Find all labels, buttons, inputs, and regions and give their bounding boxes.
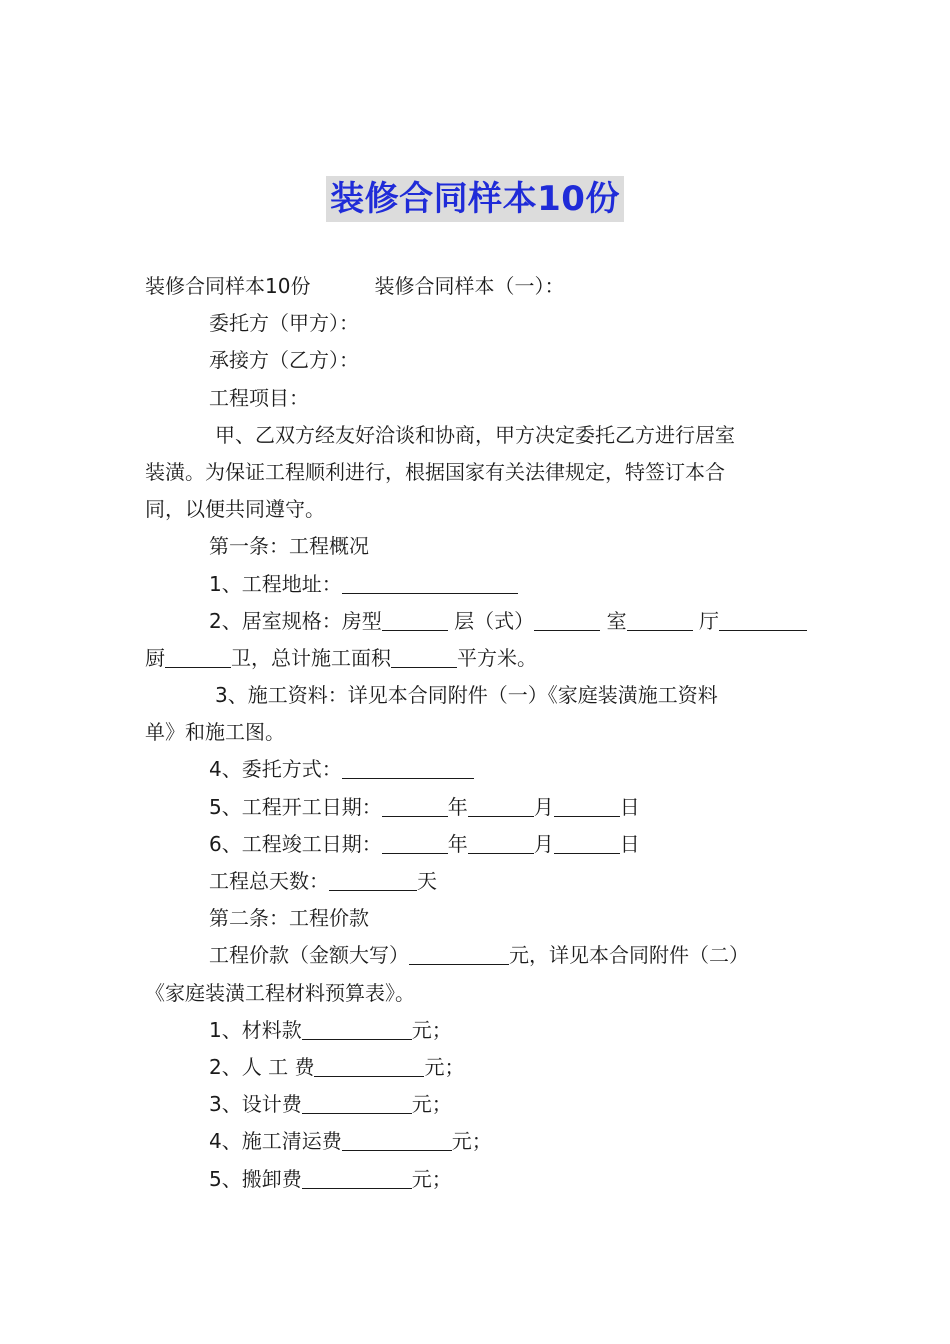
yuan-unit: 元； (411, 1092, 452, 1117)
fee2-label: 2、人 工 费 (209, 1054, 315, 1079)
area-unit: 平方米。 (457, 645, 537, 670)
start-month-blank (468, 794, 534, 817)
fee4-blank (342, 1128, 452, 1151)
price-label: 工程价款（金额大写） (209, 943, 409, 968)
yuan-unit: 元； (424, 1054, 465, 1079)
fee1-label: 1、材料款 (209, 1017, 302, 1042)
project-label: 工程项目： (209, 385, 309, 410)
party-a: 委托方（甲方）： (209, 311, 359, 336)
price-line2 (145, 975, 807, 1012)
total-days-line (145, 863, 807, 900)
item3-line2 (145, 714, 807, 751)
end-date-label: 6、工程竣工日期： (209, 831, 382, 856)
kitchen-label: 厨 (145, 645, 165, 670)
start-date-label: 5、工程开工日期： (209, 794, 382, 819)
item4-line (145, 751, 807, 788)
fee3-line (145, 1086, 807, 1123)
end-year-blank (382, 831, 448, 854)
fee5-blank (302, 1166, 412, 1189)
month-label: 月 (533, 831, 554, 856)
day-label: 日 (619, 831, 640, 856)
intro-right: 装修合同样本（一）： (374, 274, 565, 298)
bedroom-blank (627, 608, 693, 631)
project-line (145, 380, 807, 417)
fee5-label: 5、搬卸费 (209, 1166, 302, 1191)
item2-line1 (145, 603, 807, 640)
document-body (145, 268, 807, 1198)
kitchen-blank (165, 645, 231, 668)
intro-left: 装修合同样本10份 (145, 274, 311, 298)
fee1-line (145, 1012, 807, 1049)
party-a-line (145, 305, 807, 342)
item2-part-b: 层（式） (454, 603, 600, 640)
item2-line2 (145, 640, 807, 677)
article2-heading (145, 900, 807, 937)
start-year-blank (382, 794, 448, 817)
item1-line (145, 566, 807, 603)
hall-blank (719, 608, 807, 631)
para1-line1 (145, 417, 807, 454)
fee5-line (145, 1161, 807, 1198)
title-block (0, 176, 950, 222)
price-line1 (145, 937, 807, 974)
para1-text-1: 甲、乙双方经友好洽谈和协商，甲方决定委托乙方进行居室 (215, 422, 735, 447)
item3-text-1: 3、施工资料：详见本合同附件（一）《家庭装潢施工资料 (215, 683, 718, 708)
item1-label: 1、工程地址： (209, 571, 342, 596)
yuan-unit: 元； (451, 1129, 492, 1154)
article1-heading (145, 528, 807, 565)
days-unit: 天 (417, 869, 437, 893)
item3-text-2: 单》和施工图。 (145, 720, 285, 745)
fee4-line (145, 1123, 807, 1160)
para1-text-2: 装潢。为保证工程顺利进行，根据国家有关法律规定，特签订本合 (145, 459, 725, 484)
fee3-blank (302, 1091, 412, 1114)
item2-part-c: 室 (607, 603, 693, 640)
item6-line (145, 826, 807, 863)
para1-line3 (145, 491, 807, 528)
year-label: 年 (447, 831, 468, 856)
fee4-label: 4、施工清运费 (209, 1129, 342, 1154)
end-month-blank (468, 831, 534, 854)
article2-title: 第二条：工程价款 (209, 906, 369, 931)
fee2-line (145, 1049, 807, 1086)
party-b: 承接方（乙方）： (209, 348, 359, 373)
yuan-unit: 元； (411, 1017, 452, 1042)
item4-label: 4、委托方式： (209, 757, 342, 782)
day-label: 日 (619, 794, 640, 819)
item2-part-a: 2、居室规格：房型 (209, 603, 448, 640)
end-day-blank (554, 831, 620, 854)
bath-label: 卫，总计施工面积 (231, 645, 391, 670)
intro-line (145, 268, 807, 305)
para1-line2 (145, 454, 807, 491)
item3-line1 (145, 677, 807, 714)
floor-blank (534, 608, 600, 631)
total-days-blank (329, 868, 417, 891)
para1-text-3: 同，以便共同遵守。 (145, 497, 325, 522)
room-type-blank (382, 608, 448, 631)
address-blank (342, 571, 518, 594)
total-days-label: 工程总天数： (209, 869, 329, 893)
item5-line (145, 789, 807, 826)
document-title: 装修合同样本10份 (326, 176, 624, 222)
month-label: 月 (533, 794, 554, 819)
item2-part-d: 厅 (699, 603, 807, 640)
fee3-label: 3、设计费 (209, 1092, 302, 1117)
start-day-blank (554, 794, 620, 817)
area-blank (391, 645, 457, 668)
party-b-line (145, 342, 807, 379)
article1-title: 第一条：工程概况 (209, 534, 369, 559)
fee2-blank (314, 1054, 424, 1077)
price-text-2: 《家庭装潢工程材料预算表》。 (145, 980, 415, 1005)
fee1-blank (302, 1017, 412, 1040)
entrust-blank (342, 756, 474, 779)
price-blank (409, 942, 509, 965)
year-label: 年 (447, 794, 468, 819)
price-text: 元，详见本合同附件（二） (509, 943, 749, 968)
yuan-unit: 元； (411, 1166, 452, 1191)
